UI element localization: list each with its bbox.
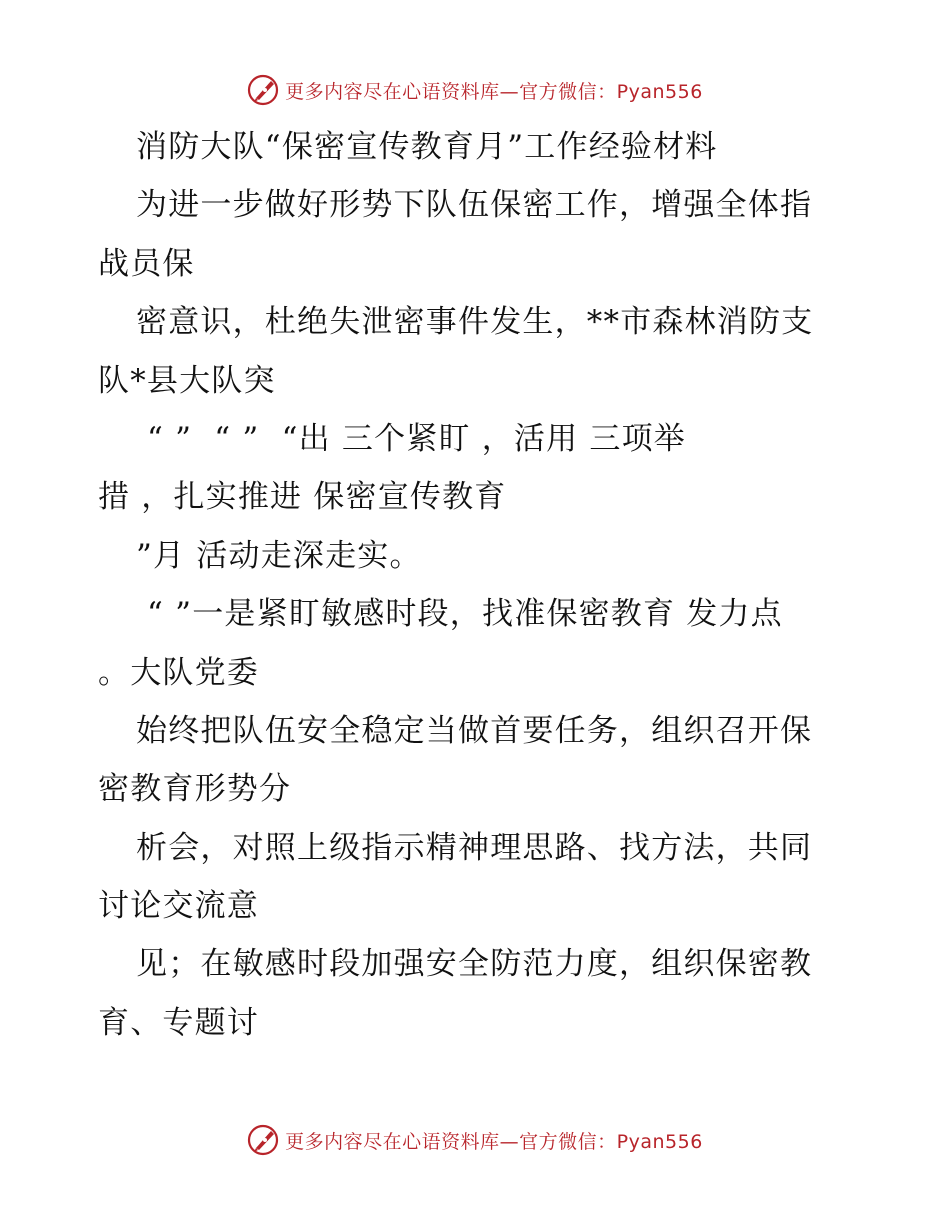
document-line: 。大队党委: [98, 654, 259, 691]
document-line: 析会，对照上级指示精神理思路、找方法，共同: [136, 829, 813, 866]
document-line: 战员保: [98, 245, 195, 282]
document-line: 育、专题讨: [98, 1004, 259, 1041]
footer-banner: [0, 1118, 950, 1162]
document-line: 讨论交流意: [98, 888, 259, 925]
document-line: 队*县大队突: [98, 362, 276, 399]
document-line: 密教育形势分: [98, 771, 292, 808]
banner-text: 更多内容尽在心语资料库—官方微信：Pyan556: [285, 80, 703, 103]
document-line: 始终把队伍安全稳定当做首要任务，组织召开保: [136, 712, 813, 749]
document-body: [98, 118, 858, 1052]
document-line: ”月 活动走深走实。: [136, 537, 422, 574]
document-line: 消防大队“保密宣传教育月”工作经验材料: [136, 129, 718, 165]
quill-pen-logo-icon: [247, 1123, 281, 1157]
document-line: 密意识，杜绝失泄密事件发生，**市森林消防支: [136, 304, 814, 341]
document-line: 见；在敏感时段加强安全防范力度，组织保密教: [136, 946, 813, 983]
document-line: 为进一步做好形势下队伍保密工作，增强全体指: [136, 187, 813, 224]
banner-text: 更多内容尽在心语资料库—官方微信：Pyan556: [285, 1130, 703, 1153]
document-line: “ ”一是紧盯敏感时段，找准保密教育 发力点: [136, 596, 783, 633]
document-line: 措 ，扎实推进 保密宣传教育: [98, 479, 507, 516]
header-banner: [0, 68, 950, 112]
document-line: “ ” “ ” “出 三个紧盯 ，活用 三项举: [136, 420, 686, 457]
quill-pen-logo-icon: [247, 73, 281, 107]
